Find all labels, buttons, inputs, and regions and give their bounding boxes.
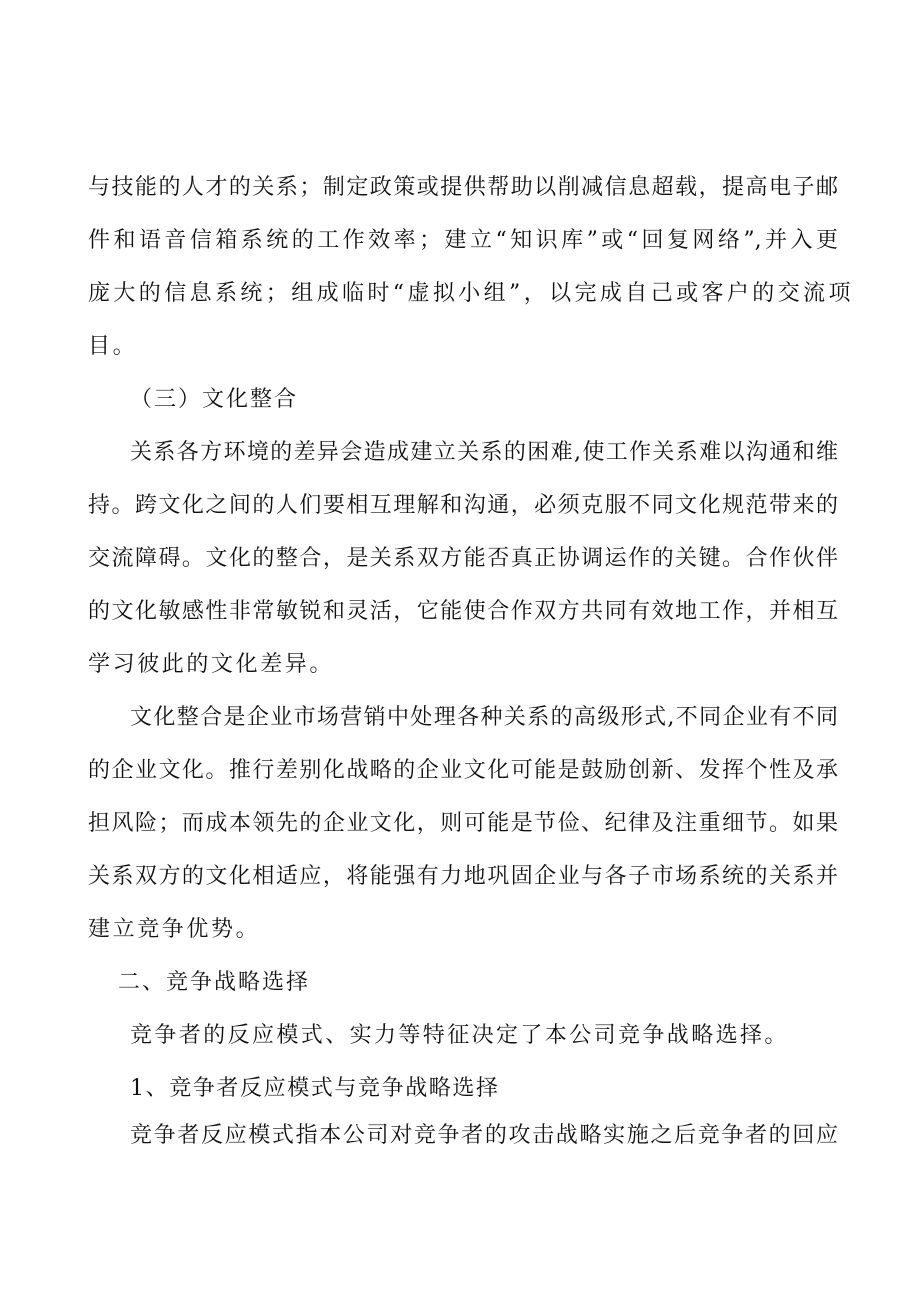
paragraph-1-line-2: 件和语音信箱系统的工作效率；建立“知识库”或“回复网络”,并入更: [88, 228, 838, 253]
paragraph-2-line-4: 的文化敏感性非常敏锐和灵活，它能使合作双方共同有效地工作，并相互: [88, 599, 838, 624]
paragraph-3-line-3: 担风险；而成本领先的企业文化，则可能是节俭、纪律及注重细节。如果: [88, 811, 838, 836]
subheading-reaction-pattern: 1、竞争者反应模式与竞争战略选择: [130, 1076, 500, 1101]
paragraph-2-line-5: 学习彼此的文化差异。: [88, 652, 335, 677]
section-heading-culture-integration: （三）文化整合: [130, 387, 299, 412]
paragraph-3-line-5: 建立竞争优势。: [88, 917, 261, 942]
paragraph-1-line-1: 与技能的人才的关系；制定政策或提供帮助以削减信息超载，提高电子邮: [88, 175, 838, 200]
paragraph-1-line-3: 庞大的信息系统；组成临时“虚拟小组”，以完成自己或客户的交流项: [88, 281, 854, 306]
section-heading-competitive-strategy: 二、竞争战略选择: [118, 970, 311, 995]
paragraph-4: 竞争者的反应模式、实力等特征决定了本公司竞争战略选择。: [130, 1023, 789, 1048]
paragraph-2-line-2: 持。跨文化之间的人们要相互理解和沟通，必须克服不同文化规范带来的: [88, 493, 838, 518]
paragraph-2-line-3: 交流障碍。文化的整合，是关系双方能否真正协调运作的关键。合作伙伴: [88, 546, 838, 571]
paragraph-5-line-1: 竞争者反应模式指本公司对竞争者的攻击战略实施之后竞争者的回应: [130, 1123, 838, 1148]
paragraph-3-line-1: 文化整合是企业市场营销中处理各种关系的高级形式,不同企业有不同: [130, 705, 838, 730]
paragraph-2-line-1: 关系各方环境的差异会造成建立关系的困难,使工作关系难以沟通和维: [130, 440, 838, 465]
paragraph-3-line-2: 的企业文化。推行差别化战略的企业文化可能是鼓励创新、发挥个性及承: [88, 758, 838, 783]
paragraph-3-line-4: 关系双方的文化相适应，将能强有力地巩固企业与各子市场系统的关系并: [88, 864, 838, 889]
paragraph-1-line-4: 目。: [88, 334, 138, 359]
